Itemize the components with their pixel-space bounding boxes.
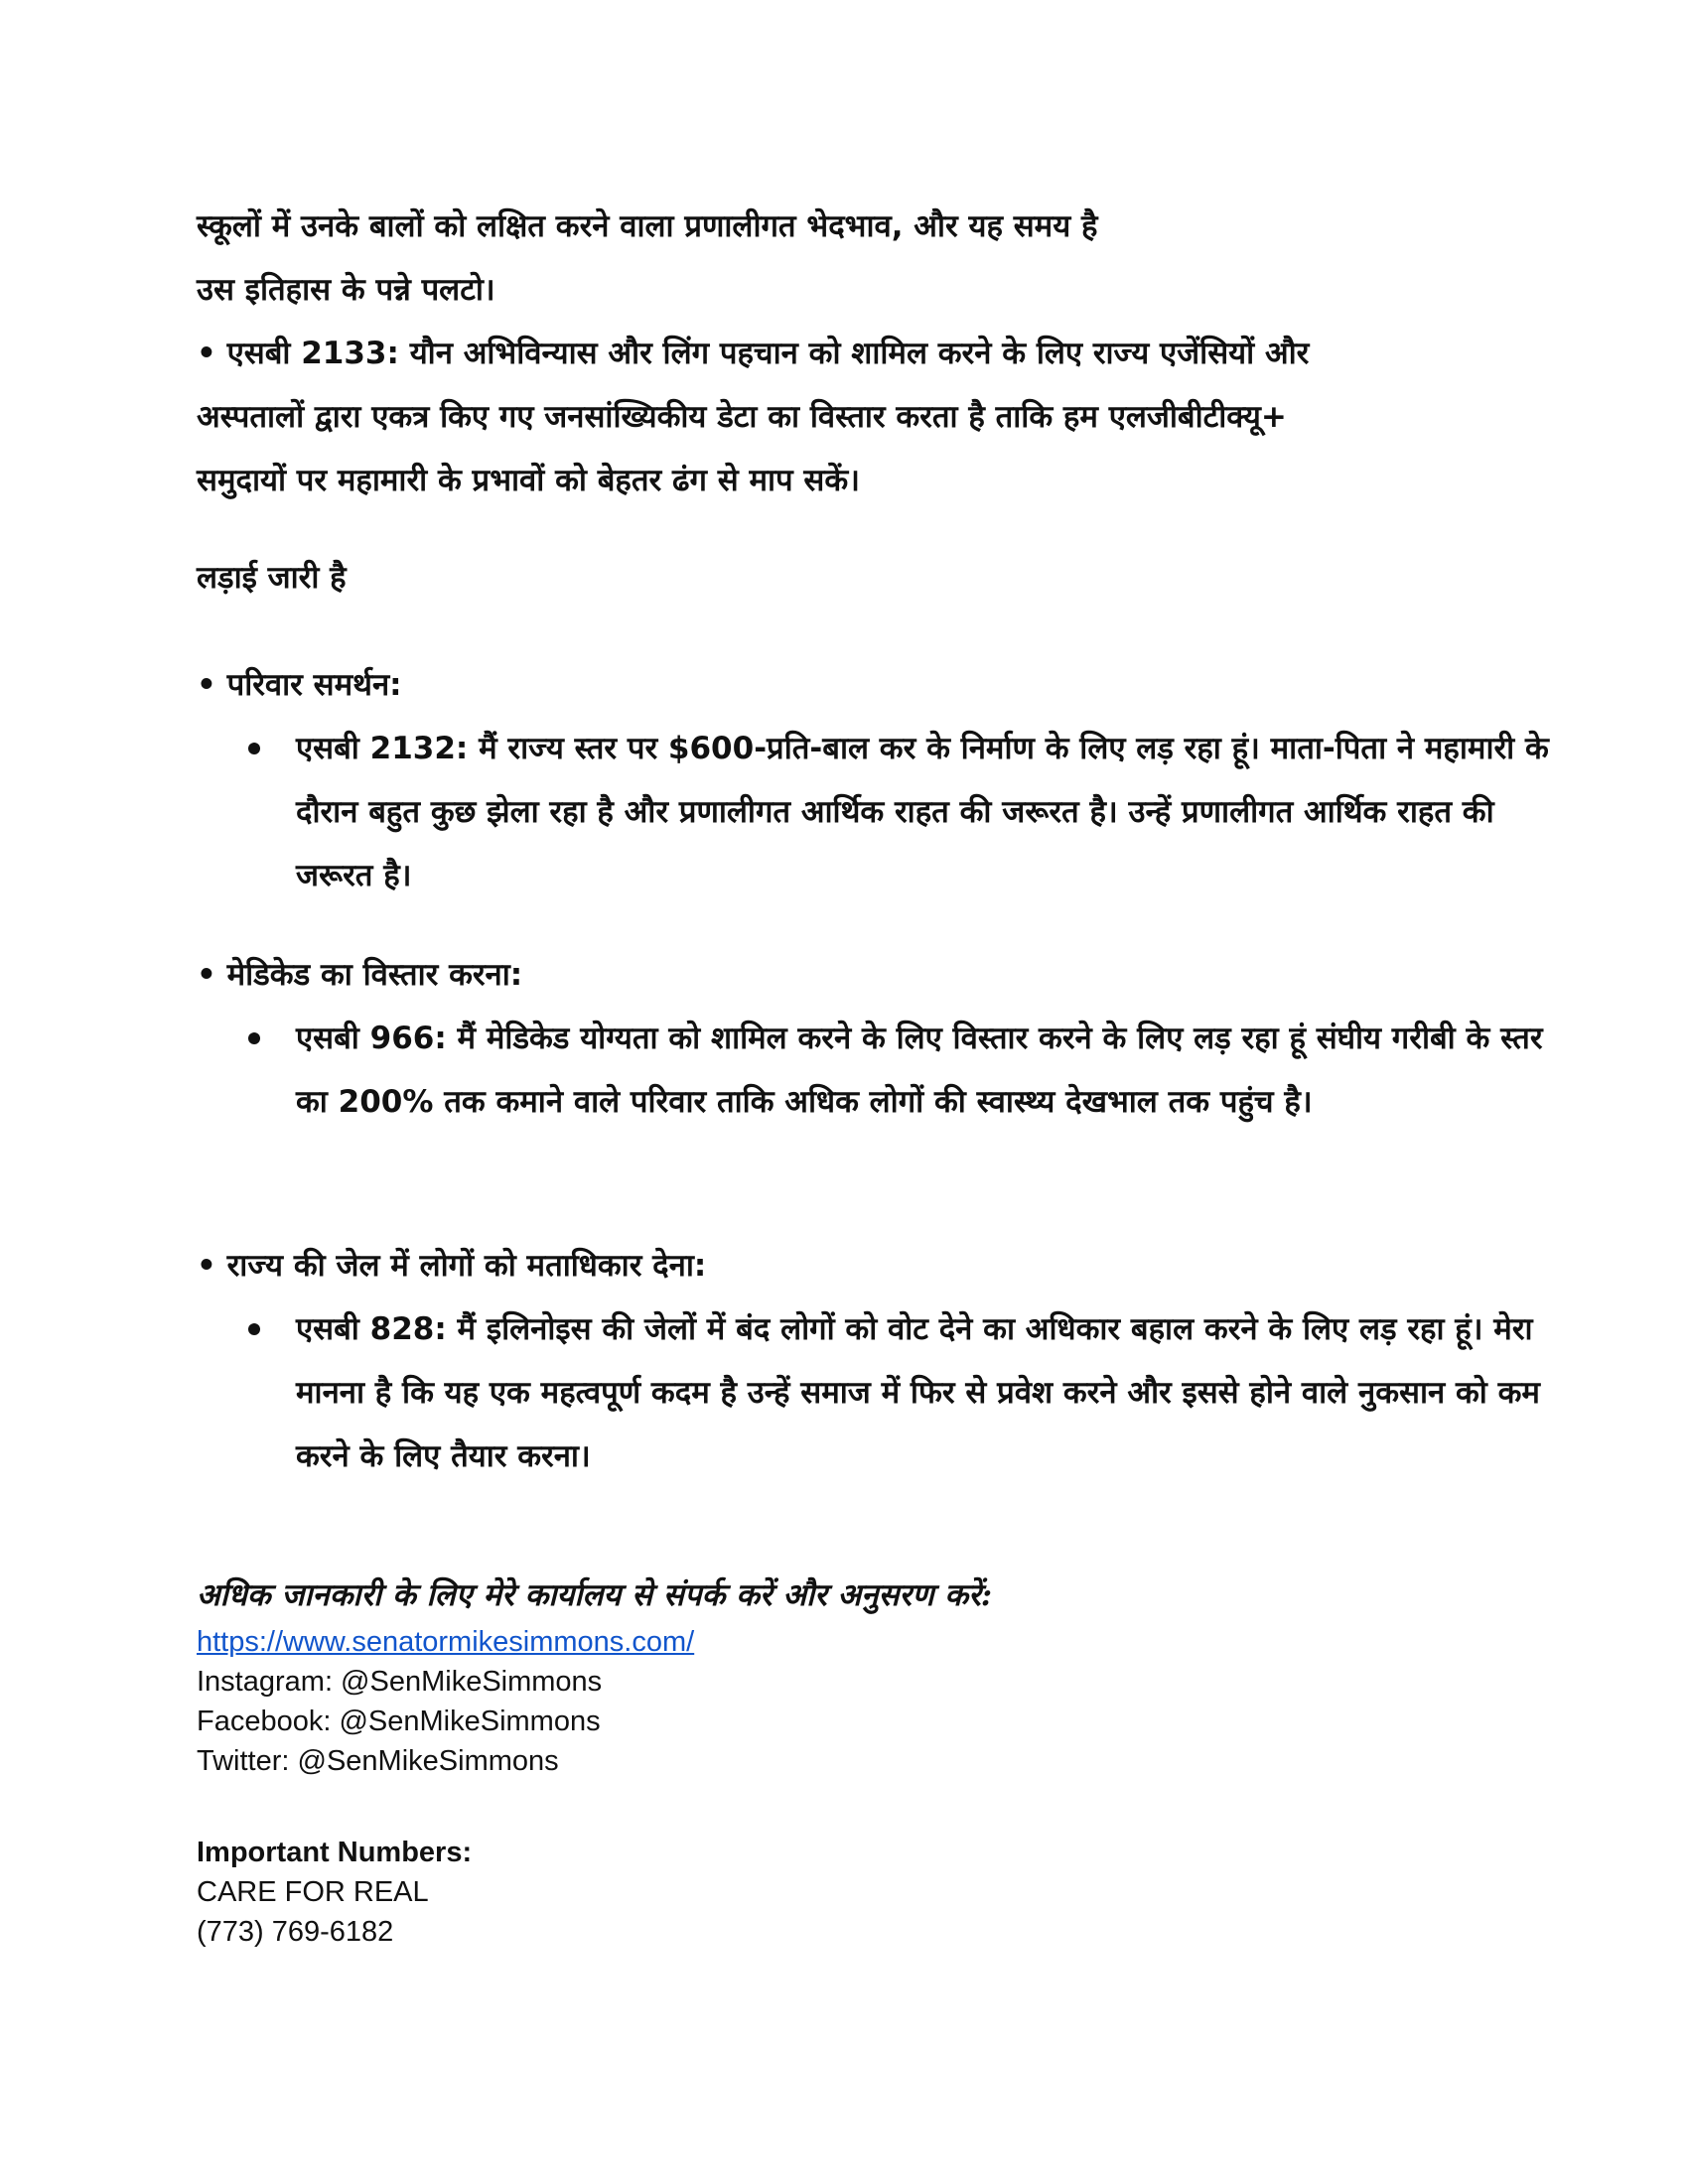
instagram-handle: Instagram: @SenMikeSimmons [197,1666,603,1698]
list-item [197,1297,1567,1488]
section-label: • परिवार समर्थन: [197,667,402,703]
intro-line: समुदायों पर महामारी के प्रभावों को बेहतर ढंग से माप सकें। [197,463,860,498]
intro-line: स्कूलों में उनके बालों को लक्षित करने वाला प्रणालीगत भेदभाव, और यह समय है [197,208,1098,244]
intro-line: अस्पतालों द्वारा एकत्र किए गए जनसांख्यिकीय डेटा का विस्तार करता है ताकि हम एलजीबीटीक्यू+ [197,399,1287,435]
hotline-name: CARE FOR REAL [197,1876,429,1908]
facebook-handle: Facebook: @SenMikeSimmons [197,1706,601,1737]
intro-line: • एसबी 2133: यौन अभिविन्यास और लिंग पहचान को शामिल करने के लिए राज्य एजेंसियों और [197,336,1310,371]
list-item-text: एसबी 828: मैं इलिनोइस की जेलों में बंद लोगों को वोट देने का अधिकार बहाल करने के लिए लड़ रहा हूं। मेरा मानना है कि यह एक महत्वपूर्ण कदम है उन्हें समाज में फिर से प्रवेश करने और इससे होने वाले नुकसान को कम करने के लिए तैयार करना। [296,1311,1540,1474]
section-prison-voting [197,1234,1540,1488]
section-medicaid-expansion [197,943,1543,1134]
intro-paragraph [197,195,1497,512]
contact-block [197,1622,694,1781]
list-item [197,1007,1567,1134]
list-item-text: एसबी 2132: मैं राज्य स्तर पर $600-प्रति-बाल कर के निर्माण के लिए लड़ रहा हूं। माता-पिता ने महामारी के दौरान बहुत कुछ झेला रहा है और प्रणालीगत आर्थिक राहत की जरूरत है। उन्हें प्रणालीगत आर्थिक राहत की जरूरत है। [296,731,1549,893]
intro-line: उस इतिहास के पन्ने पलटो। [197,272,495,308]
section-heading: लड़ाई जारी है [197,560,347,596]
section-label: • मेडिकेड का विस्तार करना: [197,957,523,993]
section-family-support [197,653,1549,907]
bullet-dot-icon [248,1032,260,1044]
hotline-phone: (773) 769-6182 [197,1916,394,1948]
list-item [197,717,1567,907]
contact-heading: अधिक जानकारी के लिए मेरे कार्यालय से संपर्क करें और अनुसरण करें: [197,1577,993,1613]
website-link[interactable]: https://www.senatormikesimmons.com/ [197,1626,695,1658]
list-item-text: एसबी 966: मैं मेडिकेड योग्यता को शामिल करने के लिए विस्तार करने के लिए लड़ रहा हूं संघीय गरीबी के स्तर का 200% तक कमाने वाले परिवार ताकि अधिक लोगों की स्वास्थ्य देखभाल तक पहुंच है। [296,1021,1543,1120]
important-numbers-title: Important Numbers: [197,1837,473,1868]
bullet-dot-icon [248,1323,260,1335]
bullet-dot-icon [248,743,260,754]
important-numbers [197,1833,472,1952]
section-label: • राज्य की जेल में लोगों को मताधिकार देना: [197,1248,707,1284]
twitter-handle: Twitter: @SenMikeSimmons [197,1745,559,1777]
